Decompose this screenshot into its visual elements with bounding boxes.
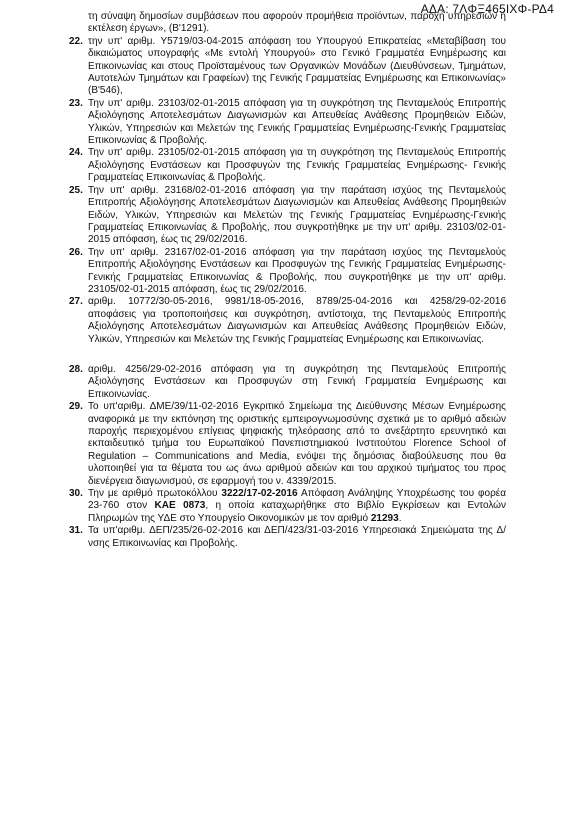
item-text-part: Την με αριθμό πρωτοκόλλου: [88, 488, 222, 500]
item-number: 25.: [69, 184, 83, 196]
list-item-26: [69, 246, 506, 297]
list-item-25: [69, 184, 506, 247]
paragraph-gap: [88, 346, 506, 364]
item-text: Το υπ'αριθμ. ΔΜΕ/39/11-02-2016 Εγκριτικό Σημείωμα της Διεύθυνσης Μέσων Ενημέρωσης αναφορικά με την εκπόνηση της οριστικής εμπειρογνωμοσύνης σχετικά με το αριθμό αδειών παροχής περιεχομένου επίγειας ψηφιακής τηλεόρασης από το ανεξάρτητο ερευνητικό και εκπαιδευτικό τμήμα του Ευρωπαϊκού Πανεπιστημιακού Ινστιτούτου Florence School of Regulation – Communications and Media, ενόψει της δημόσιας διαβούλευσης που θα υλοποιηθεί για τα θέματα του ως άνω αριθμού αδειών και του αρχικού τιμήματος του προς διενέργεια διαγωνισμού, σε εφαρμογή του ν. 4339/2015.: [88, 401, 506, 487]
ada-code: ΑΔΑ: 7ΛΦΞ465ΙΧΦ-ΡΔ4: [420, 2, 554, 16]
item-text: Τα υπ'αριθμ. ΔΕΠ/235/26-02-2016 και ΔΕΠ/423/31-03-2016 Υπηρεσιακά Σημειώματα της Δ/νσης Επικοινωνίας και Προβολής.: [88, 525, 506, 549]
continuation-text: τη σύναψη δημοσίων συμβάσεων που αφορούν προμήθεια προϊόντων, παροχή υπηρεσιών ή εκτέλεση έργων», (Β'1291).: [88, 11, 506, 35]
item-text: Την υπ' αριθμ. 23168/02-01-2016 απόφαση για την παράταση ισχύος της Πενταμελούς Επιτροπής Αξιολόγησης Αποτελεσμάτων Διαγωνισμών και Απευθείας Ανάθεσης Προμηθειών Ειδών, Υλικών, Υπηρεσιών και Μελετών της Γενικής Γραμματείας Ενημέρωσης-Γενικής Γραμματείας Επικοινωνίας & Προβολής, που συγκροτήθηκε με την υπ' αριθμ. 23103/02-01-2015 απόφαση, έως τις 29/02/2016.: [88, 184, 506, 246]
item-number: 24.: [69, 147, 83, 159]
item-text: αριθμ. 4256/29-02-2016 απόφαση για τη συγκρότηση της Πενταμελούς Επιτροπής Αξιολόγησης Ενστάσεων και Προσφυγών στη Γενική Γραμματεία Ενημέρωσης και Επικοινωνίας.: [88, 363, 506, 400]
list-item-28: [69, 363, 506, 401]
registry-number: 21293: [370, 512, 399, 524]
item-number: 30.: [69, 488, 83, 500]
list-item-31: [69, 525, 506, 550]
list-item-22: [69, 35, 506, 98]
list-item-23: [69, 97, 506, 148]
item-text-part: , η οποία καταχωρήθηκε στο Βιβλίο Εγκρίσεων και Εντολών Πληρωμών της ΥΔΕ στο Υπουργείο Οικονομικών με τον αριθμό: [88, 500, 506, 524]
item-number: 29.: [69, 401, 83, 413]
item-number: 23.: [69, 97, 83, 109]
item-text: αριθμ. 10772/30-05-2016, 9981/18-05-2016, 8789/25-04-2016 και 4258/29-02-2016 αποφάσεις για τροποποιήσεις και συγκρότηση, αντίστοιχα, της Πενταμελούς Επιτροπής Αξιολόγησης Αποτελεσμάτων Διαγωνισμών και Απευθείας Ανάθεσης Προμηθειών Ειδών, Υλικών, Υπηρεσιών και Μελετών της Γενικής Γραμματείας Ενημέρωσης και Επικοινωνίας.: [88, 296, 506, 345]
item-text: Την υπ' αριθμ. 23167/02-01-2016 απόφαση για την παράταση ισχύος της Πενταμελούς Επιτροπής Αξιολόγησης Ενστάσεων και Προσφυγών της Γενικής Γραμματείας Ενημέρωσης- Γενικής Γραμματείας Επικοινωνίας & Προβολής, που συγκροτήθηκε με την υπ' αριθμ. 23105/02-01-2015 απόφαση, έως τις 29/02/2016.: [88, 246, 506, 295]
item-text: Την υπ' αριθμ. 23105/02-01-2015 απόφαση για τη συγκρότηση της Πενταμελούς Επιτροπής Αξιολόγησης Ενστάσεων και Προσφυγών της Γενικής Γραμματείας Ενημέρωσης- Γενικής Γραμματείας Επικοινωνίας & Προβολής.: [88, 147, 506, 184]
item-number: 27.: [69, 296, 83, 308]
item-number: 31.: [69, 525, 83, 537]
item-number: 28.: [69, 363, 83, 375]
item-text-part: Απόφαση Ανάληψης Υποχρέωσης του φορέα 23-760 στον: [88, 488, 506, 512]
item-number: 22.: [69, 35, 83, 47]
item-text: την υπ' αριθμ. Υ5719/03-04-2015 απόφαση του Υπουργού Επικρατείας «Μεταβίβαση του δικαιώματος υπογραφής «Με εντολή Υπουργού» στο Γενικό Γραμματέα Ενημέρωσης και Επικοινωνίας και στους Προϊσταμένους των Οργανικών Μονάδων (Διευθύνσεων, Τμημάτων, Αυτοτελών Τμημάτων και Γραφείων) της Γενικής Γραμματείας Ενημέρωσης και Επικοινωνίας» (Β'546),: [88, 35, 506, 97]
list-item-24: [69, 147, 506, 184]
kae-code: ΚΑΕ 0873: [154, 500, 206, 512]
list-item-27: [69, 296, 506, 346]
protocol-number: 3222/17-02-2016: [221, 488, 298, 500]
item-text: Την υπ' αριθμ. 23103/02-01-2015 απόφαση για τη συγκρότηση της Πενταμελούς Επιτροπής Αξιολόγησης Αποτελεσμάτων Διαγωνισμών και Απευθείας Ανάθεσης Προμηθειών Ειδών, Υλικών, Υπηρεσιών και Μελετών της Γενικής Γραμματείας Ενημέρωσης-Γενικής Γραμματείας Επικοινωνίας & Προβολής.: [88, 97, 506, 147]
document-body: [69, 11, 506, 550]
item-number: 26.: [69, 246, 83, 258]
list-item-30: [69, 488, 506, 525]
item-text-part: .: [398, 512, 402, 524]
list-item-29: [69, 401, 506, 488]
